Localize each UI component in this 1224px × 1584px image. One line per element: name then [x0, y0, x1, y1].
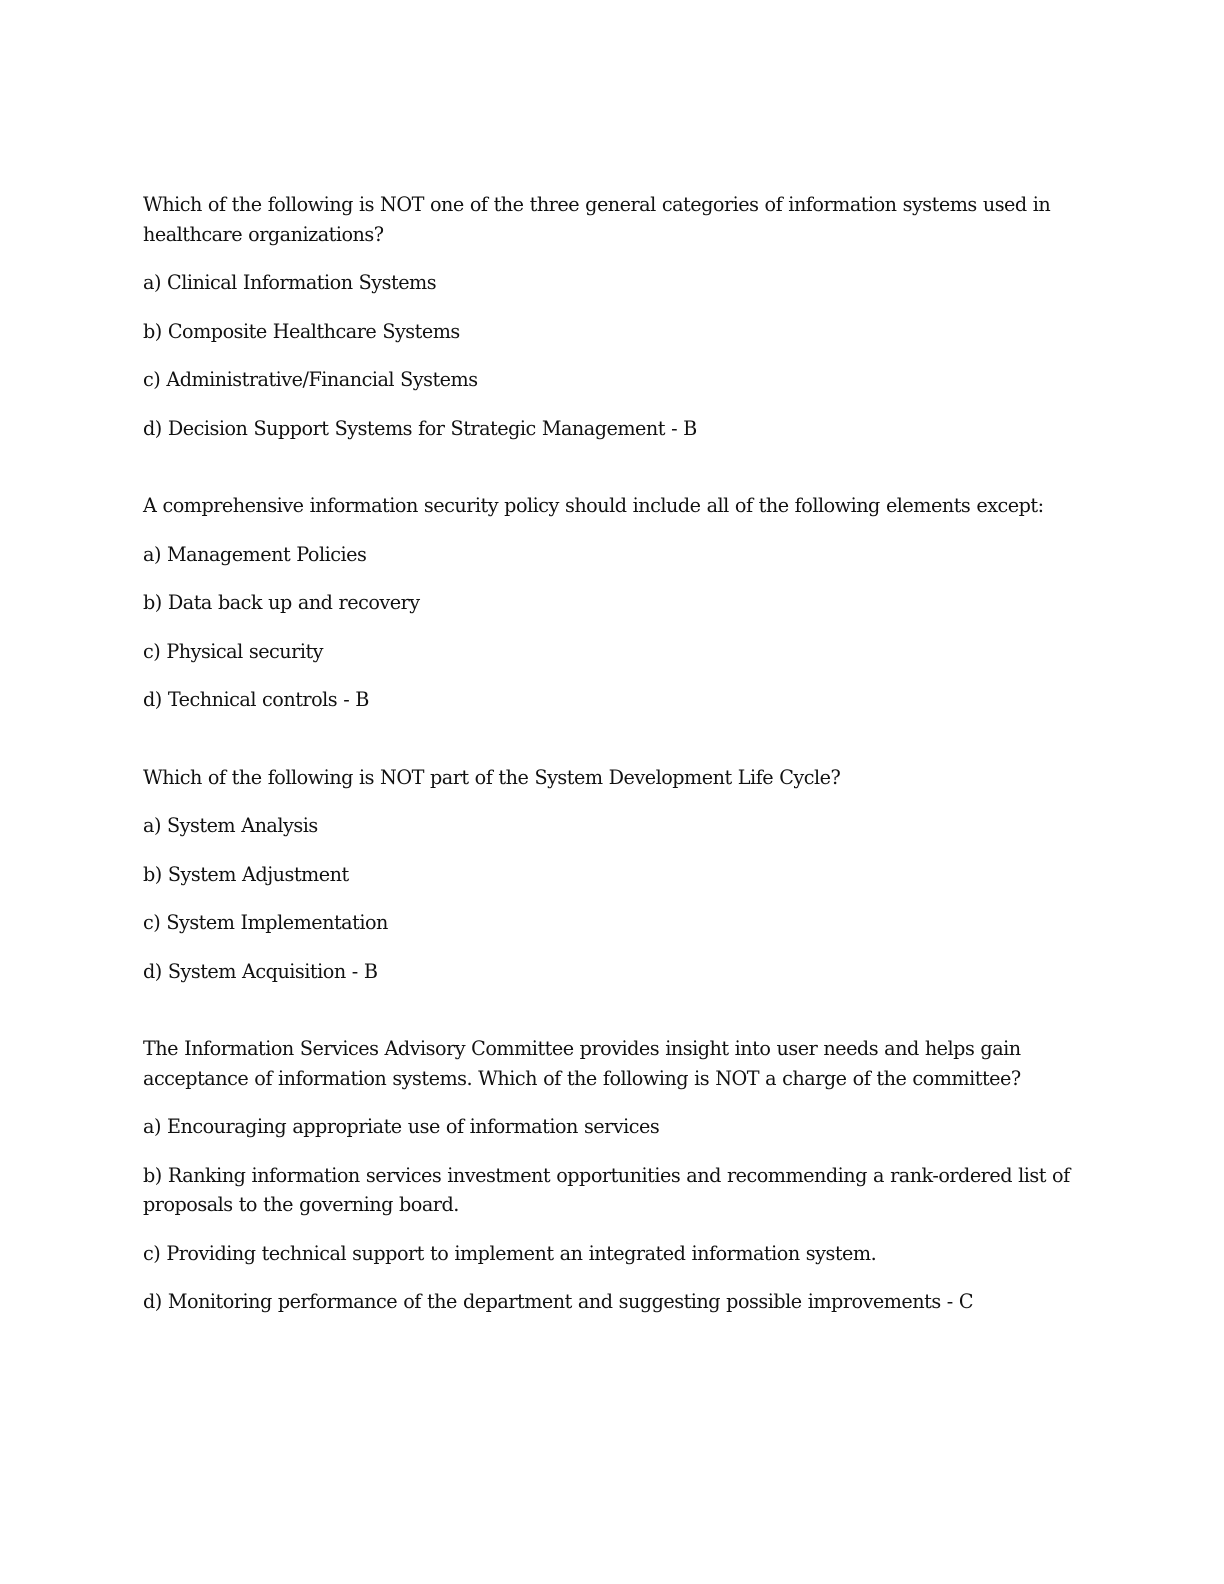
answer-option: c) System Implementation: [143, 911, 388, 934]
answer-option: b) Composite Healthcare Systems: [143, 319, 460, 343]
answer-option: a) Encouraging appropriate use of information services: [143, 1115, 660, 1138]
answer-option: a) Management Policies: [143, 542, 367, 566]
answer-option: d) Monitoring performance of the department and suggesting possible improvements - C: [143, 1290, 974, 1313]
answer-option: b) Data back up and recovery: [143, 591, 420, 614]
answer-option: c) Providing technical support to implement an integrated information system.: [143, 1241, 877, 1265]
answer-option: c) Physical security: [143, 639, 324, 663]
question-text: Which of the following is NOT one of the three general categories of information systems used in healthcare organizations?: [143, 193, 1051, 246]
answer-option: d) Technical controls - B: [143, 688, 369, 711]
question-block-2: [143, 491, 1073, 715]
answer-option: d) System Acquisition - B: [143, 959, 378, 983]
question-block-3: [143, 763, 1073, 987]
question-text: The Information Services Advisory Committee provides insight into user needs and helps gain acceptance of information systems. Which of the following is NOT a charge of the committee?: [143, 1037, 1021, 1090]
answer-option: a) Clinical Information Systems: [143, 271, 437, 294]
page-content: [143, 190, 1073, 1365]
question-block-4: [143, 1034, 1073, 1317]
answer-option: c) Administrative/Financial Systems: [143, 368, 478, 391]
answer-option: d) Decision Support Systems for Strategic Management - B: [143, 416, 697, 440]
answer-option: a) System Analysis: [143, 814, 318, 837]
question-text: A comprehensive information security policy should include all of the following elements except:: [143, 494, 1044, 517]
question-block-1: [143, 190, 1073, 443]
answer-option: b) System Adjustment: [143, 862, 349, 886]
question-text: Which of the following is NOT part of the System Development Life Cycle?: [143, 765, 841, 789]
answer-option: b) Ranking information services investment opportunities and recommending a rank-ordered list of proposals to the governing board.: [143, 1163, 1070, 1216]
